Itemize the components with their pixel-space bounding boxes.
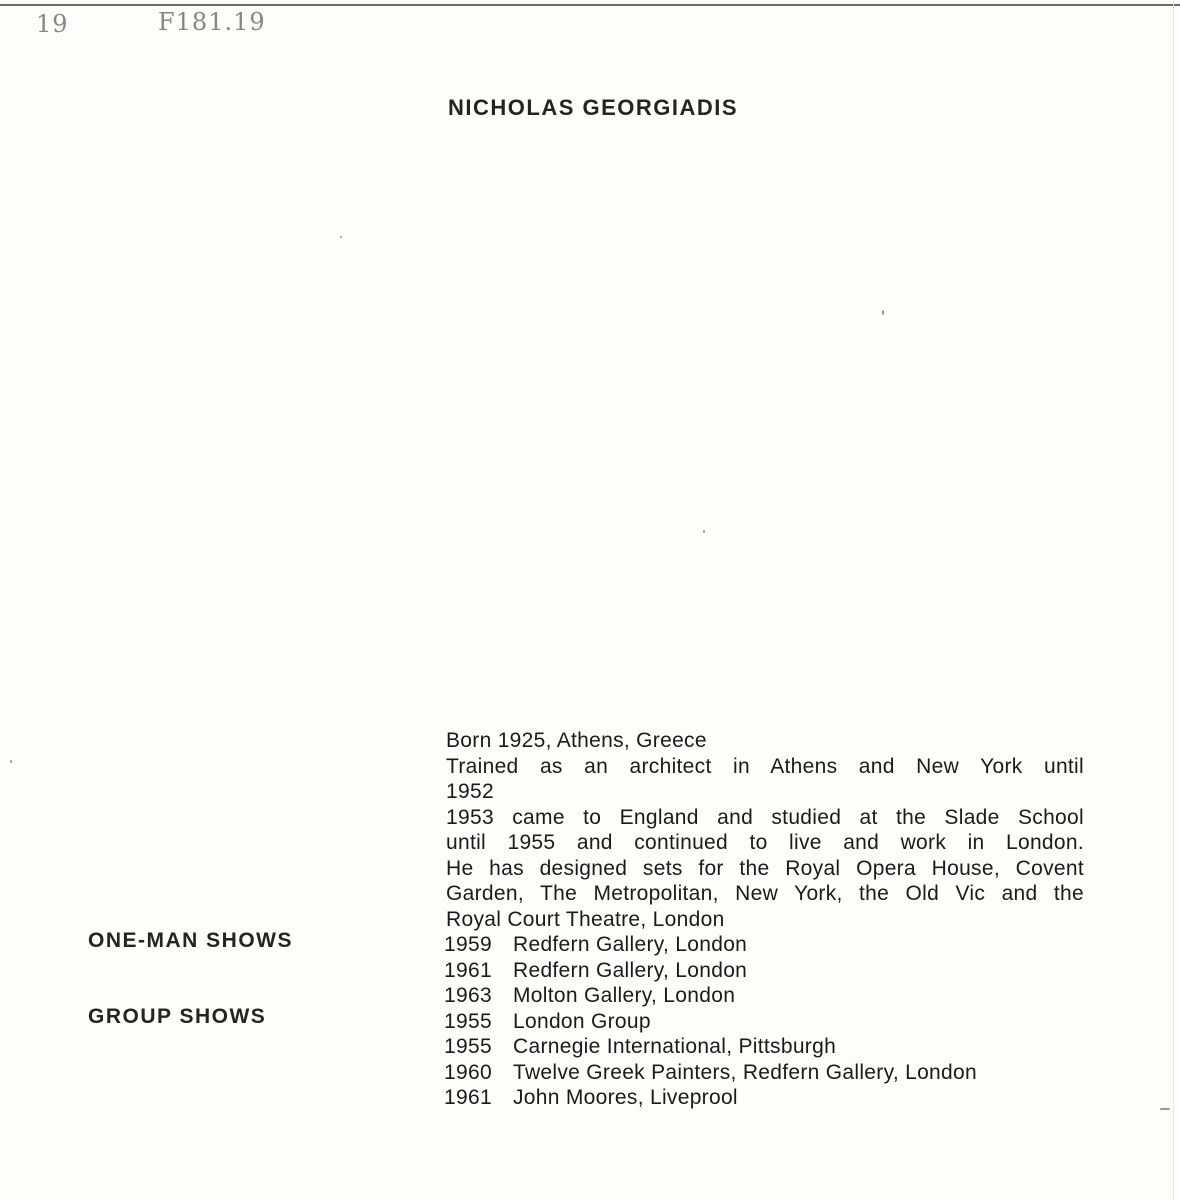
show-year: 1963 <box>444 984 492 1007</box>
bio-line: Garden, The Metropolitan, New York, the Old Vic and the <box>446 882 1084 905</box>
group-shows-heading: GROUP SHOWS <box>88 1005 267 1028</box>
exhibition-list <box>444 932 977 1111</box>
bio-line: 1953 came to England and studied at the Slade School <box>446 805 1084 829</box>
bio-line: until 1955 and continued to live and work in London. <box>446 831 1084 854</box>
show-year: 1959 <box>444 933 492 956</box>
handwritten-page-number: 19 <box>36 10 69 38</box>
show-venue: Molton Gallery, London <box>513 984 736 1007</box>
bio-line: 1952 <box>446 780 494 803</box>
group-show-entry <box>444 1009 977 1035</box>
show-year: 1960 <box>444 1060 492 1084</box>
show-venue: John Moores, Liveprool <box>513 1086 738 1109</box>
page-title: NICHOLAS GEORGIADIS <box>448 95 739 120</box>
show-venue: Redfern Gallery, London <box>513 933 748 956</box>
show-venue: London Group <box>513 1009 651 1033</box>
group-show-entry <box>444 1034 977 1060</box>
paper-speck <box>340 236 342 238</box>
show-venue: Twelve Greek Painters, Redfern Gallery, London <box>513 1060 977 1084</box>
page-right-edge <box>1173 0 1174 1200</box>
paper-speck <box>703 530 705 533</box>
paper-speck <box>1160 1108 1170 1110</box>
one-man-show-entry <box>444 932 977 958</box>
one-man-shows-heading: ONE-MAN SHOWS <box>88 929 293 952</box>
paper-speck <box>10 760 12 763</box>
bio-line: Born 1925, Athens, Greece <box>446 729 707 752</box>
biography <box>446 728 1096 932</box>
one-man-show-entry <box>444 983 977 1009</box>
group-show-entry <box>444 1060 977 1086</box>
bio-line: Trained as an architect in Athens and New York until <box>446 754 1084 778</box>
show-year: 1955 <box>444 1035 492 1058</box>
show-venue: Redfern Gallery, London <box>513 958 748 982</box>
show-venue: Carnegie International, Pittsburgh <box>513 1035 837 1058</box>
page-top-edge <box>0 4 1180 6</box>
bio-line: He has designed sets for the Royal Opera House, Covent <box>446 856 1084 880</box>
group-show-entry <box>444 1085 977 1111</box>
handwritten-reference: F181.19 <box>158 8 266 36</box>
one-man-show-entry <box>444 958 977 984</box>
bio-line: Royal Court Theatre, London <box>446 907 725 931</box>
show-year: 1955 <box>444 1009 492 1033</box>
show-year: 1961 <box>444 1086 492 1109</box>
show-year: 1961 <box>444 958 492 982</box>
paper-speck <box>882 310 884 315</box>
